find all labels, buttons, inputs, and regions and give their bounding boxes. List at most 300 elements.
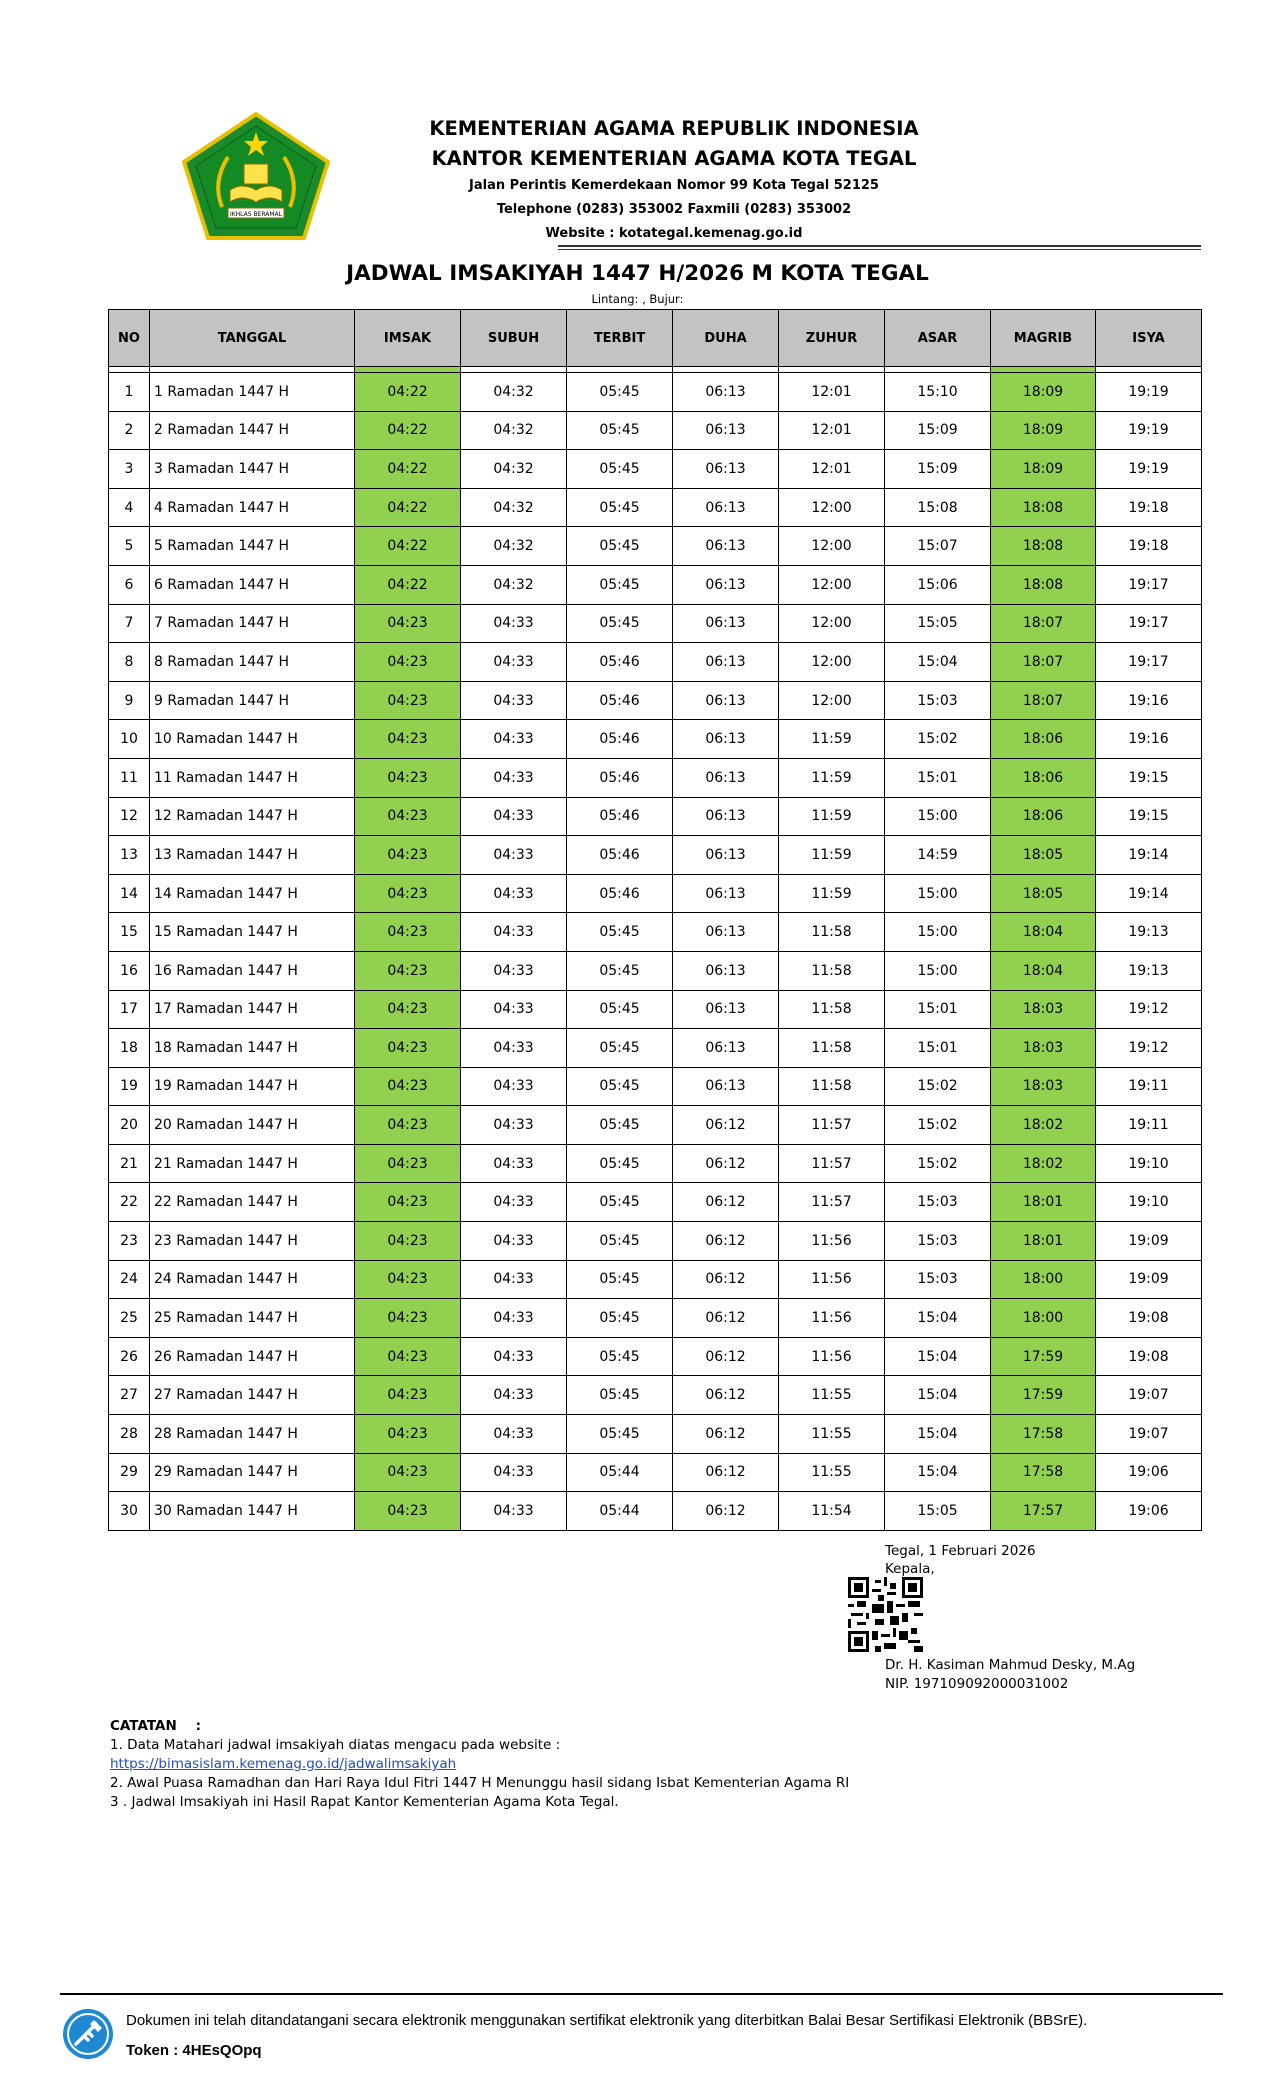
cell-asar: 15:00 bbox=[885, 874, 991, 913]
cell-magrib: 18:03 bbox=[991, 1067, 1096, 1106]
cell-isya: 19:17 bbox=[1096, 643, 1202, 682]
col-header-isya: ISYA bbox=[1096, 310, 1202, 367]
cell-zuhur: 11:58 bbox=[779, 913, 885, 952]
cell-duha: 06:13 bbox=[673, 450, 779, 489]
cell-subuh: 04:33 bbox=[461, 951, 567, 990]
cell-isya: 19:14 bbox=[1096, 874, 1202, 913]
table-row bbox=[109, 1415, 1202, 1454]
cell-terbit: 05:45 bbox=[567, 373, 673, 412]
cell-subuh: 04:33 bbox=[461, 1067, 567, 1106]
cell-no: 16 bbox=[109, 951, 150, 990]
cell-terbit: 05:45 bbox=[567, 990, 673, 1029]
cell-isya: 19:14 bbox=[1096, 836, 1202, 875]
cell-magrib: 17:58 bbox=[991, 1415, 1096, 1454]
cell-no: 15 bbox=[109, 913, 150, 952]
col-header-duha: DUHA bbox=[673, 310, 779, 367]
cell-magrib: 18:08 bbox=[991, 488, 1096, 527]
cell-tanggal: 2 Ramadan 1447 H bbox=[150, 411, 355, 450]
cell-imsak: 04:23 bbox=[355, 643, 461, 682]
cell-duha: 06:12 bbox=[673, 1337, 779, 1376]
cell-imsak: 04:23 bbox=[355, 681, 461, 720]
cell-no: 17 bbox=[109, 990, 150, 1029]
cell-tanggal: 23 Ramadan 1447 H bbox=[150, 1222, 355, 1261]
table-row bbox=[109, 797, 1202, 836]
cell-subuh: 04:33 bbox=[461, 720, 567, 759]
cell-terbit: 05:45 bbox=[567, 1376, 673, 1415]
cell-imsak: 04:23 bbox=[355, 951, 461, 990]
cell-zuhur: 11:57 bbox=[779, 1106, 885, 1145]
cell-terbit: 05:46 bbox=[567, 758, 673, 797]
table-row bbox=[109, 1144, 1202, 1183]
cell-asar: 15:05 bbox=[885, 604, 991, 643]
table-row bbox=[109, 720, 1202, 759]
cell-magrib: 18:01 bbox=[991, 1222, 1096, 1261]
cell-tanggal: 19 Ramadan 1447 H bbox=[150, 1067, 355, 1106]
col-header-subuh: SUBUH bbox=[461, 310, 567, 367]
cell-zuhur: 11:59 bbox=[779, 836, 885, 875]
cell-magrib: 18:09 bbox=[991, 411, 1096, 450]
imsakiyah-table bbox=[108, 309, 1202, 1531]
cell-subuh: 04:33 bbox=[461, 681, 567, 720]
cell-no: 4 bbox=[109, 488, 150, 527]
cell-imsak: 04:22 bbox=[355, 488, 461, 527]
note-item: 1. Data Matahari jadwal imsakiyah diatas mengacu pada website : bbox=[110, 1737, 561, 1753]
cell-asar: 15:04 bbox=[885, 1453, 991, 1492]
cell-tanggal: 14 Ramadan 1447 H bbox=[150, 874, 355, 913]
cell-isya: 19:19 bbox=[1096, 411, 1202, 450]
cell-duha: 06:13 bbox=[673, 411, 779, 450]
office-address: Jalan Perintis Kemerdekaan Nomor 99 Kota Tegal 52125 bbox=[469, 178, 879, 193]
cell-asar: 15:02 bbox=[885, 1144, 991, 1183]
cell-imsak: 04:22 bbox=[355, 565, 461, 604]
cell-asar: 15:05 bbox=[885, 1492, 991, 1531]
cell-magrib: 18:05 bbox=[991, 836, 1096, 875]
cell-subuh: 04:33 bbox=[461, 1337, 567, 1376]
cell-no: 13 bbox=[109, 836, 150, 875]
table-row bbox=[109, 565, 1202, 604]
cell-magrib: 18:03 bbox=[991, 990, 1096, 1029]
cell-terbit: 05:45 bbox=[567, 1222, 673, 1261]
cell-terbit: 05:45 bbox=[567, 488, 673, 527]
table-row bbox=[109, 1183, 1202, 1222]
cell-isya: 19:15 bbox=[1096, 758, 1202, 797]
cell-zuhur: 12:00 bbox=[779, 565, 885, 604]
office-phone: Telephone (0283) 353002 Faxmili (0283) 353002 bbox=[496, 202, 852, 217]
table-row bbox=[109, 1029, 1202, 1068]
cell-no: 6 bbox=[109, 565, 150, 604]
cell-duha: 06:12 bbox=[673, 1260, 779, 1299]
table-row bbox=[109, 874, 1202, 913]
cell-duha: 06:13 bbox=[673, 643, 779, 682]
cell-tanggal: 5 Ramadan 1447 H bbox=[150, 527, 355, 566]
esign-token: Token : 4HEsQOpq bbox=[126, 2042, 262, 2059]
cell-duha: 06:13 bbox=[673, 1029, 779, 1068]
cell-duha: 06:13 bbox=[673, 720, 779, 759]
cell-magrib: 18:08 bbox=[991, 565, 1096, 604]
cell-zuhur: 11:58 bbox=[779, 951, 885, 990]
table-row bbox=[109, 951, 1202, 990]
cell-imsak: 04:23 bbox=[355, 1299, 461, 1338]
bsre-seal-icon bbox=[62, 2008, 114, 2060]
table-row bbox=[109, 758, 1202, 797]
cell-isya: 19:19 bbox=[1096, 373, 1202, 412]
cell-magrib: 17:59 bbox=[991, 1376, 1096, 1415]
cell-duha: 06:12 bbox=[673, 1299, 779, 1338]
cell-subuh: 04:33 bbox=[461, 758, 567, 797]
cell-no: 12 bbox=[109, 797, 150, 836]
cell-subuh: 04:33 bbox=[461, 1106, 567, 1145]
cell-magrib: 18:06 bbox=[991, 758, 1096, 797]
cell-subuh: 04:33 bbox=[461, 1299, 567, 1338]
cell-imsak: 04:23 bbox=[355, 720, 461, 759]
cell-terbit: 05:45 bbox=[567, 951, 673, 990]
footer-rule bbox=[60, 1993, 1223, 1995]
cell-no: 9 bbox=[109, 681, 150, 720]
cell-zuhur: 11:58 bbox=[779, 1067, 885, 1106]
cell-subuh: 04:32 bbox=[461, 565, 567, 604]
cell-zuhur: 12:00 bbox=[779, 681, 885, 720]
cell-terbit: 05:45 bbox=[567, 450, 673, 489]
cell-zuhur: 12:01 bbox=[779, 450, 885, 489]
cell-duha: 06:12 bbox=[673, 1222, 779, 1261]
cell-asar: 15:00 bbox=[885, 797, 991, 836]
col-header-asar: ASAR bbox=[885, 310, 991, 367]
cell-tanggal: 20 Ramadan 1447 H bbox=[150, 1106, 355, 1145]
cell-imsak: 04:23 bbox=[355, 990, 461, 1029]
cell-isya: 19:06 bbox=[1096, 1453, 1202, 1492]
cell-no: 19 bbox=[109, 1067, 150, 1106]
cell-no: 22 bbox=[109, 1183, 150, 1222]
cell-subuh: 04:33 bbox=[461, 1144, 567, 1183]
cell-tanggal: 10 Ramadan 1447 H bbox=[150, 720, 355, 759]
cell-tanggal: 21 Ramadan 1447 H bbox=[150, 1144, 355, 1183]
cell-imsak: 04:23 bbox=[355, 1106, 461, 1145]
col-header-zuhur: ZUHUR bbox=[779, 310, 885, 367]
cell-isya: 19:13 bbox=[1096, 913, 1202, 952]
cell-asar: 15:04 bbox=[885, 1415, 991, 1454]
cell-subuh: 04:33 bbox=[461, 836, 567, 875]
cell-duha: 06:12 bbox=[673, 1492, 779, 1531]
cell-isya: 19:13 bbox=[1096, 951, 1202, 990]
cell-no: 5 bbox=[109, 527, 150, 566]
cell-duha: 06:12 bbox=[673, 1183, 779, 1222]
cell-duha: 06:13 bbox=[673, 373, 779, 412]
signer-name: Dr. H. Kasiman Mahmud Desky, M.Ag bbox=[885, 1657, 1136, 1673]
cell-isya: 19:07 bbox=[1096, 1415, 1202, 1454]
table-row bbox=[109, 1222, 1202, 1261]
esign-statement: Dokumen ini telah ditandatangani secara elektronik menggunakan sertifikat elektronik yang diterbitkan Balai Besar Sertifikasi Elektronik (BBSrE). bbox=[126, 2012, 1088, 2029]
cell-asar: 15:10 bbox=[885, 373, 991, 412]
cell-magrib: 18:04 bbox=[991, 951, 1096, 990]
cell-isya: 19:09 bbox=[1096, 1222, 1202, 1261]
cell-imsak: 04:23 bbox=[355, 758, 461, 797]
cell-isya: 19:10 bbox=[1096, 1183, 1202, 1222]
table-row bbox=[109, 411, 1202, 450]
cell-duha: 06:13 bbox=[673, 758, 779, 797]
cell-isya: 19:07 bbox=[1096, 1376, 1202, 1415]
cell-zuhur: 12:00 bbox=[779, 604, 885, 643]
cell-no: 18 bbox=[109, 1029, 150, 1068]
cell-terbit: 05:44 bbox=[567, 1453, 673, 1492]
cell-no: 11 bbox=[109, 758, 150, 797]
cell-terbit: 05:46 bbox=[567, 797, 673, 836]
cell-magrib: 18:09 bbox=[991, 373, 1096, 412]
cell-subuh: 04:32 bbox=[461, 450, 567, 489]
table-row bbox=[109, 604, 1202, 643]
cell-subuh: 04:32 bbox=[461, 527, 567, 566]
cell-duha: 06:13 bbox=[673, 874, 779, 913]
table-row bbox=[109, 488, 1202, 527]
cell-isya: 19:18 bbox=[1096, 488, 1202, 527]
cell-duha: 06:13 bbox=[673, 604, 779, 643]
cell-imsak: 04:22 bbox=[355, 373, 461, 412]
cell-terbit: 05:45 bbox=[567, 1415, 673, 1454]
cell-asar: 15:03 bbox=[885, 1222, 991, 1261]
cell-duha: 06:13 bbox=[673, 913, 779, 952]
cell-terbit: 05:45 bbox=[567, 1067, 673, 1106]
cell-isya: 19:12 bbox=[1096, 990, 1202, 1029]
cell-imsak: 04:23 bbox=[355, 1144, 461, 1183]
cell-asar: 15:07 bbox=[885, 527, 991, 566]
cell-zuhur: 11:58 bbox=[779, 1029, 885, 1068]
header-rule bbox=[558, 245, 1201, 247]
note-item: 3 . Jadwal Imsakiyah ini Hasil Rapat Kantor Kementerian Agama Kota Tegal. bbox=[110, 1794, 619, 1810]
cell-isya: 19:06 bbox=[1096, 1492, 1202, 1531]
cell-terbit: 05:45 bbox=[567, 604, 673, 643]
cell-asar: 15:04 bbox=[885, 1337, 991, 1376]
col-header-tanggal: TANGGAL bbox=[150, 310, 355, 367]
cell-zuhur: 11:58 bbox=[779, 990, 885, 1029]
signer-nip: NIP. 197109092000031002 bbox=[885, 1676, 1069, 1692]
cell-subuh: 04:33 bbox=[461, 1183, 567, 1222]
cell-terbit: 05:45 bbox=[567, 1260, 673, 1299]
cell-subuh: 04:33 bbox=[461, 1222, 567, 1261]
cell-duha: 06:13 bbox=[673, 488, 779, 527]
bimas-link[interactable]: https://bimasislam.kemenag.go.id/jadwalimsakiyah bbox=[110, 1756, 457, 1772]
cell-terbit: 05:44 bbox=[567, 1492, 673, 1531]
signature-block bbox=[885, 1542, 1036, 1578]
cell-asar: 15:02 bbox=[885, 1106, 991, 1145]
cell-asar: 15:02 bbox=[885, 1067, 991, 1106]
cell-subuh: 04:33 bbox=[461, 643, 567, 682]
table-row bbox=[109, 1453, 1202, 1492]
cell-isya: 19:19 bbox=[1096, 450, 1202, 489]
cell-subuh: 04:32 bbox=[461, 411, 567, 450]
cell-zuhur: 11:55 bbox=[779, 1415, 885, 1454]
qr-code bbox=[848, 1577, 923, 1652]
cell-tanggal: 29 Ramadan 1447 H bbox=[150, 1453, 355, 1492]
cell-isya: 19:17 bbox=[1096, 565, 1202, 604]
cell-asar: 15:00 bbox=[885, 913, 991, 952]
col-header-imsak: IMSAK bbox=[355, 310, 461, 367]
cell-zuhur: 11:57 bbox=[779, 1183, 885, 1222]
cell-magrib: 18:08 bbox=[991, 527, 1096, 566]
cell-asar: 15:04 bbox=[885, 643, 991, 682]
cell-tanggal: 24 Ramadan 1447 H bbox=[150, 1260, 355, 1299]
cell-tanggal: 15 Ramadan 1447 H bbox=[150, 913, 355, 952]
cell-imsak: 04:23 bbox=[355, 1260, 461, 1299]
table-row bbox=[109, 1299, 1202, 1338]
cell-magrib: 18:00 bbox=[991, 1260, 1096, 1299]
letterhead bbox=[330, 114, 1018, 246]
cell-no: 25 bbox=[109, 1299, 150, 1338]
cell-terbit: 05:45 bbox=[567, 1183, 673, 1222]
notes-heading: CATATAN : bbox=[110, 1718, 201, 1734]
cell-isya: 19:08 bbox=[1096, 1299, 1202, 1338]
cell-imsak: 04:23 bbox=[355, 1415, 461, 1454]
cell-subuh: 04:32 bbox=[461, 373, 567, 412]
cell-duha: 06:12 bbox=[673, 1106, 779, 1145]
table-row bbox=[109, 373, 1202, 412]
cell-tanggal: 7 Ramadan 1447 H bbox=[150, 604, 355, 643]
cell-tanggal: 18 Ramadan 1447 H bbox=[150, 1029, 355, 1068]
cell-terbit: 05:46 bbox=[567, 720, 673, 759]
cell-duha: 06:12 bbox=[673, 1376, 779, 1415]
cell-asar: 15:00 bbox=[885, 951, 991, 990]
cell-subuh: 04:33 bbox=[461, 1029, 567, 1068]
sign-position: Kepala, bbox=[885, 1561, 935, 1577]
cell-no: 3 bbox=[109, 450, 150, 489]
signer-block bbox=[885, 1656, 1135, 1694]
cell-duha: 06:13 bbox=[673, 797, 779, 836]
cell-terbit: 05:45 bbox=[567, 1144, 673, 1183]
cell-magrib: 17:59 bbox=[991, 1337, 1096, 1376]
cell-isya: 19:16 bbox=[1096, 720, 1202, 759]
cell-terbit: 05:45 bbox=[567, 1337, 673, 1376]
table-row bbox=[109, 527, 1202, 566]
cell-duha: 06:13 bbox=[673, 527, 779, 566]
cell-tanggal: 26 Ramadan 1447 H bbox=[150, 1337, 355, 1376]
cell-magrib: 18:04 bbox=[991, 913, 1096, 952]
cell-isya: 19:08 bbox=[1096, 1337, 1202, 1376]
cell-asar: 15:03 bbox=[885, 1260, 991, 1299]
cell-asar: 15:02 bbox=[885, 720, 991, 759]
office-website: Website : kotategal.kemenag.go.id bbox=[545, 226, 803, 241]
cell-asar: 15:04 bbox=[885, 1299, 991, 1338]
notes bbox=[110, 1717, 849, 1812]
cell-no: 2 bbox=[109, 411, 150, 450]
cell-subuh: 04:33 bbox=[461, 874, 567, 913]
cell-tanggal: 27 Ramadan 1447 H bbox=[150, 1376, 355, 1415]
cell-no: 29 bbox=[109, 1453, 150, 1492]
cell-magrib: 18:00 bbox=[991, 1299, 1096, 1338]
cell-isya: 19:18 bbox=[1096, 527, 1202, 566]
cell-no: 23 bbox=[109, 1222, 150, 1261]
cell-isya: 19:12 bbox=[1096, 1029, 1202, 1068]
cell-zuhur: 11:59 bbox=[779, 758, 885, 797]
cell-subuh: 04:33 bbox=[461, 604, 567, 643]
table-row bbox=[109, 1260, 1202, 1299]
cell-isya: 19:11 bbox=[1096, 1106, 1202, 1145]
cell-tanggal: 17 Ramadan 1447 H bbox=[150, 990, 355, 1029]
cell-duha: 06:13 bbox=[673, 681, 779, 720]
cell-magrib: 17:57 bbox=[991, 1492, 1096, 1531]
cell-zuhur: 12:00 bbox=[779, 527, 885, 566]
cell-no: 10 bbox=[109, 720, 150, 759]
cell-no: 14 bbox=[109, 874, 150, 913]
table-row bbox=[109, 1067, 1202, 1106]
cell-subuh: 04:32 bbox=[461, 488, 567, 527]
col-header-magrib: MAGRIB bbox=[991, 310, 1096, 367]
cell-tanggal: 11 Ramadan 1447 H bbox=[150, 758, 355, 797]
cell-terbit: 05:45 bbox=[567, 1106, 673, 1145]
cell-no: 7 bbox=[109, 604, 150, 643]
col-header-no: NO bbox=[109, 310, 150, 367]
cell-zuhur: 11:59 bbox=[779, 797, 885, 836]
cell-imsak: 04:23 bbox=[355, 1376, 461, 1415]
cell-terbit: 05:45 bbox=[567, 527, 673, 566]
cell-zuhur: 11:56 bbox=[779, 1260, 885, 1299]
cell-no: 26 bbox=[109, 1337, 150, 1376]
cell-terbit: 05:46 bbox=[567, 643, 673, 682]
cell-asar: 15:09 bbox=[885, 411, 991, 450]
cell-tanggal: 8 Ramadan 1447 H bbox=[150, 643, 355, 682]
table-row bbox=[109, 1376, 1202, 1415]
table-row bbox=[109, 913, 1202, 952]
cell-magrib: 18:06 bbox=[991, 720, 1096, 759]
cell-imsak: 04:23 bbox=[355, 1453, 461, 1492]
cell-subuh: 04:33 bbox=[461, 1492, 567, 1531]
cell-duha: 06:12 bbox=[673, 1144, 779, 1183]
cell-magrib: 18:09 bbox=[991, 450, 1096, 489]
table-row bbox=[109, 836, 1202, 875]
note-item: 2. Awal Puasa Ramadhan dan Hari Raya Idul Fitri 1447 H Menunggu hasil sidang Isbat Kementerian Agama RI bbox=[110, 1775, 850, 1791]
cell-tanggal: 9 Ramadan 1447 H bbox=[150, 681, 355, 720]
cell-imsak: 04:23 bbox=[355, 1029, 461, 1068]
cell-asar: 15:03 bbox=[885, 681, 991, 720]
cell-imsak: 04:23 bbox=[355, 1183, 461, 1222]
cell-magrib: 18:03 bbox=[991, 1029, 1096, 1068]
cell-magrib: 18:02 bbox=[991, 1106, 1096, 1145]
cell-zuhur: 11:55 bbox=[779, 1376, 885, 1415]
table-row bbox=[109, 681, 1202, 720]
table-row bbox=[109, 1492, 1202, 1531]
cell-asar: 15:09 bbox=[885, 450, 991, 489]
cell-duha: 06:13 bbox=[673, 951, 779, 990]
cell-magrib: 18:07 bbox=[991, 604, 1096, 643]
cell-terbit: 05:46 bbox=[567, 836, 673, 875]
kemenag-logo bbox=[182, 112, 330, 240]
cell-zuhur: 11:55 bbox=[779, 1453, 885, 1492]
table-row bbox=[109, 1106, 1202, 1145]
cell-magrib: 17:58 bbox=[991, 1453, 1096, 1492]
office-name: KANTOR KEMENTERIAN AGAMA KOTA TEGAL bbox=[431, 147, 917, 170]
table-header bbox=[109, 310, 1202, 367]
cell-tanggal: 16 Ramadan 1447 H bbox=[150, 951, 355, 990]
col-header-terbit: TERBIT bbox=[567, 310, 673, 367]
cell-imsak: 04:23 bbox=[355, 1337, 461, 1376]
cell-imsak: 04:23 bbox=[355, 913, 461, 952]
cell-imsak: 04:23 bbox=[355, 1067, 461, 1106]
cell-terbit: 05:46 bbox=[567, 681, 673, 720]
cell-imsak: 04:22 bbox=[355, 411, 461, 450]
cell-duha: 06:13 bbox=[673, 565, 779, 604]
cell-imsak: 04:23 bbox=[355, 1222, 461, 1261]
cell-terbit: 05:45 bbox=[567, 411, 673, 450]
logo-motto: IKHLAS BERAMAL bbox=[229, 211, 283, 218]
cell-zuhur: 11:54 bbox=[779, 1492, 885, 1531]
cell-zuhur: 12:00 bbox=[779, 643, 885, 682]
cell-duha: 06:13 bbox=[673, 990, 779, 1029]
cell-asar: 15:03 bbox=[885, 1183, 991, 1222]
cell-terbit: 05:45 bbox=[567, 1299, 673, 1338]
cell-zuhur: 11:59 bbox=[779, 874, 885, 913]
cell-subuh: 04:33 bbox=[461, 1376, 567, 1415]
cell-isya: 19:17 bbox=[1096, 604, 1202, 643]
table-row bbox=[109, 990, 1202, 1029]
cell-subuh: 04:33 bbox=[461, 1453, 567, 1492]
cell-tanggal: 3 Ramadan 1447 H bbox=[150, 450, 355, 489]
